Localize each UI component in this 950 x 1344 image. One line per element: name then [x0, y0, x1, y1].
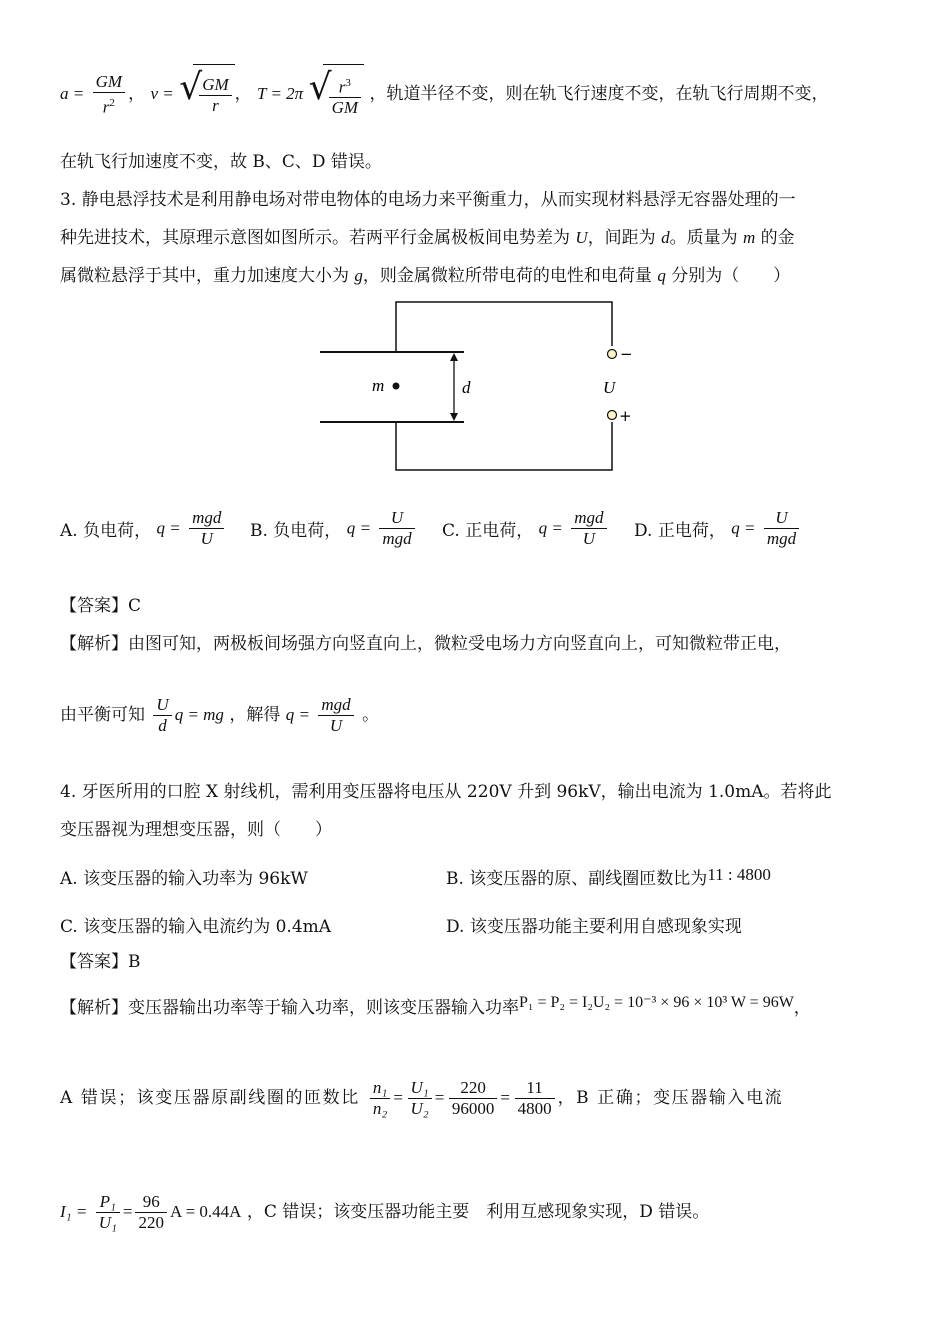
q4-option-c: C. 该变压器的输入电流约为 0.4mA — [60, 917, 332, 937]
q3-option-c: C. 正电荷， q = $\frac{\text{mgd}}{U}$ — [442, 508, 610, 549]
plus-label: + — [619, 407, 632, 425]
formula-v-den: r — [212, 96, 219, 115]
q3-line3: 属微粒悬浮于其中，重力加速度大小为 g，则金属微粒所带电荷的电性和电荷量 q 分别为（ ） — [60, 266, 791, 286]
q3-line2: 种先进技术，其原理示意图如图所示。若两平行金属极板间电势差为 U，间距为 d。质量为 m 的金 — [60, 228, 795, 248]
formula-a-lhs: a = — [60, 84, 85, 103]
q4-analysis-line3: I₁ = $\frac{\text{P₁}}{\text{U₁}}$ = $\frac{96}{220}$ A = 0.44A ，C 错误；该变压器功能主要 利用互感现象实现，D 错误。 — [60, 1192, 710, 1232]
voltage-label: U — [603, 378, 616, 397]
formula-a-fraction — [93, 72, 125, 118]
terminal-negative — [608, 350, 617, 359]
formula-a-den-exp: 2 — [109, 96, 115, 109]
intro-line2: 在轨飞行加速度不变，故 B、C、D 错误。 — [60, 152, 382, 172]
formula-T-den: GM — [331, 98, 359, 118]
q4-line1: 4. 牙医所用的口腔 X 射线机，需利用变压器将电压从 220V 升到 96kV，输出电流为 1.0mA。若将此 — [60, 782, 832, 802]
arrow-head-up — [450, 353, 458, 361]
q3-option-d: D. 正电荷， q = $\frac{U}{\text{mgd}}$ — [634, 508, 802, 549]
q4-option-b: B. 该变压器的原、副线圈匝数比为11 : 4800 — [446, 865, 771, 889]
terminal-positive — [608, 411, 617, 420]
arrow-head-down — [450, 413, 458, 421]
q3-answer: 【答案】C — [60, 596, 142, 616]
q3-option-b: B. 负电荷， q = $\frac{U}{\text{mgd}}$ — [250, 508, 418, 549]
minus-label: − — [620, 345, 633, 363]
formula-T-fraction — [329, 73, 361, 119]
q4-analysis-line2: A 错误；该变压器原副线圈的匝数比 $\frac{\text{n₁}}{\text{n₂}}$ = $\frac{\text{U₁}}{\text{U₂}}$ = $\frac{220}{96000}$ = $\frac{11}{4800}$ ，B 正确；变压器输入电流 — [60, 1078, 784, 1118]
q4-line2: 变压器视为理想变压器，则（ ） — [60, 820, 332, 840]
formula-v-lhs: v = — [150, 84, 174, 103]
formula-a-num: GM — [93, 72, 125, 93]
intro-line1-text: ，轨道半径不变，则在轨飞行速度不变，在轨飞行周期不变， — [369, 84, 829, 104]
formula-T-lhs: T = 2π — [257, 84, 304, 103]
q3-option-a: A. 负电荷， q = $\frac{\text{mgd}}{U}$ — [60, 508, 227, 549]
particle-label: m — [372, 376, 385, 395]
distance-label: d — [462, 378, 471, 397]
formula-T-num: r — [338, 77, 346, 97]
q4-answer: 【答案】B — [60, 952, 141, 972]
top-wire — [396, 302, 612, 352]
q4-analysis-line1: 【解析】变压器输出功率等于输入功率，则该变压器输入功率P₁ = P₂ = I₂U₂ = 10⁻³ × 96 × 10³ W = 96W， — [60, 994, 811, 1018]
intro-formula-line: a = $\frac{GM}{r^2}$ ， v = √ $\frac{GM}{r}$ ， T = 2π √ $\frac{r^3}{GM}$ ，轨道半径不变，则在轨飞行速度不变，在轨飞行周期不变， — [60, 64, 828, 125]
q3-analysis-line2: 由平衡可知 $\frac{U}{d}$ q = mg ，解得 q = $\frac{\text{mgd}}{U}$ 。 — [60, 695, 380, 735]
formula-a-den: r — [102, 97, 110, 117]
particle-dot — [393, 383, 400, 390]
formula-v-fraction — [199, 75, 231, 116]
q4-option-d: D. 该变压器功能主要利用自感现象实现 — [446, 917, 742, 937]
formula-T-num-exp: 3 — [345, 76, 351, 89]
bottom-wire — [396, 422, 612, 470]
q3-line1: 3. 静电悬浮技术是利用静电场对带电物体的电场力来平衡重力，从而实现材料悬浮无容器处理的一 — [60, 190, 796, 210]
formula-v-num: √ GM — [199, 75, 231, 96]
capacitor-diagram — [300, 290, 660, 490]
formula-v-sqrt — [179, 64, 234, 125]
q3-analysis-line1: 【解析】由图可知，两极板间场强方向竖直向上，微粒受电场力方向竖直向上，可知微粒带正电， — [60, 634, 791, 654]
formula-T-sqrt — [309, 64, 364, 125]
q4-option-a: A. 该变压器的输入功率为 96kW — [60, 869, 308, 889]
